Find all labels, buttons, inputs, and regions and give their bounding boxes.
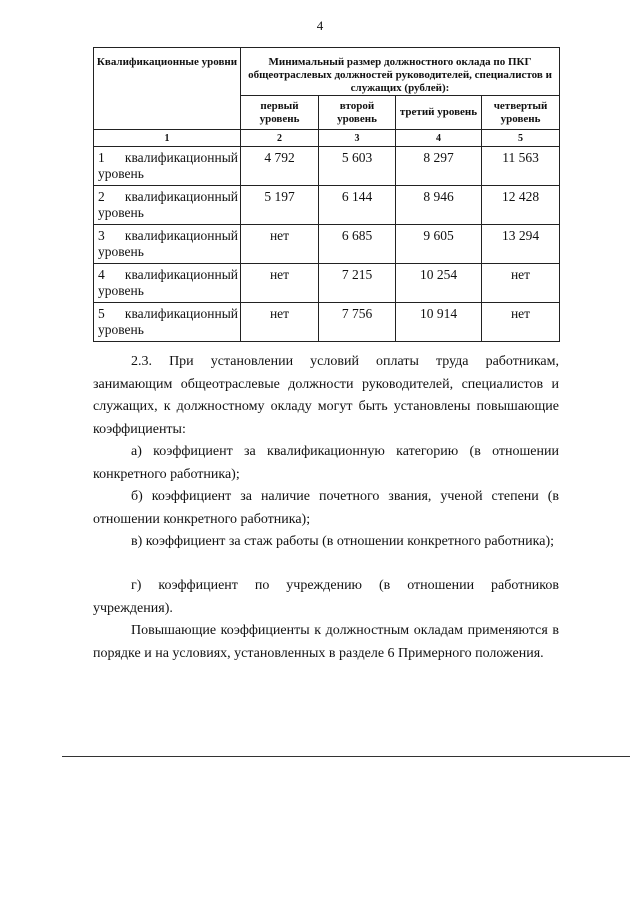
- cell-value: 6 144: [319, 186, 396, 225]
- subheader-fourth-level: четвертый уровень: [482, 96, 560, 130]
- column-number: 2: [241, 130, 319, 147]
- paragraph: а) коэффициент за квалификационную категорию (в отношении конкретного работника);: [93, 444, 559, 482]
- coefficient-c: [93, 531, 559, 554]
- cell-value: нет: [482, 303, 560, 342]
- cell-value: 10 914: [396, 303, 482, 342]
- cell-value: нет: [241, 264, 319, 303]
- table-row: [94, 264, 560, 303]
- row-label-number: 2: [98, 189, 105, 204]
- column-number-row: [94, 130, 560, 147]
- subheader-first-level: первый уровень: [241, 96, 319, 130]
- paragraph: г) коэффициент по учреждению (в отношении работников учреждения).: [93, 578, 559, 616]
- row-label-word: квалификационный: [124, 189, 238, 204]
- row-label-word: квалификационный: [124, 306, 238, 321]
- closing-paragraph: [93, 620, 559, 665]
- cell-value: нет: [482, 264, 560, 303]
- cell-value: 7 756: [319, 303, 396, 342]
- table-row: [94, 186, 560, 225]
- paragraph: в) коэффициент за стаж работы (в отношении конкретного работника);: [131, 534, 555, 549]
- subheader-second-level: второй уровень: [319, 96, 396, 130]
- column-number: 4: [396, 130, 482, 147]
- cell-value: 6 685: [319, 225, 396, 264]
- paragraph: Повышающие коэффициенты к должностным окладам применяются в порядке и на условиях, установленных в разделе 6 Примерного положения.: [93, 623, 559, 661]
- row-label-number: 1: [98, 150, 105, 165]
- row-label-rest: уровень: [98, 166, 144, 181]
- row-label: [94, 147, 241, 186]
- row-label-word: квалификационный: [124, 267, 238, 282]
- row-label: [94, 303, 241, 342]
- salary-table: [93, 47, 560, 342]
- paragraph: б) коэффициент за наличие почетного звания, ученой степени (в отношении конкретного работника);: [93, 489, 559, 527]
- cell-value: 9 605: [396, 225, 482, 264]
- cell-value: нет: [241, 303, 319, 342]
- column-number: 1: [94, 130, 241, 147]
- row-label-word: квалификационный: [124, 150, 238, 165]
- table-row: [94, 147, 560, 186]
- cell-value: 5 197: [241, 186, 319, 225]
- table-row: [94, 225, 560, 264]
- row-label-rest: уровень: [98, 244, 144, 259]
- coefficient-a: [93, 441, 559, 486]
- row-label-word: квалификационный: [124, 228, 238, 243]
- cell-value: 8 297: [396, 147, 482, 186]
- cell-value: 13 294: [482, 225, 560, 264]
- row-label-number: 3: [98, 228, 105, 243]
- header-min-salary: Минимальный размер должностного оклада по ПКГ общеотраслевых должностей руководителей, специалистов и служащих (рублей):: [241, 48, 560, 96]
- row-label: [94, 225, 241, 264]
- cell-value: 8 946: [396, 186, 482, 225]
- row-label: [94, 264, 241, 303]
- row-label-rest: уровень: [98, 322, 144, 337]
- cell-value: нет: [241, 225, 319, 264]
- row-label-number: 5: [98, 306, 105, 321]
- row-label-rest: уровень: [98, 283, 144, 298]
- cell-value: 12 428: [482, 186, 560, 225]
- coefficient-d: [93, 575, 559, 620]
- cell-value: 10 254: [396, 264, 482, 303]
- row-label-number: 4: [98, 267, 105, 282]
- page-number: 4: [316, 18, 324, 33]
- cell-value: 7 215: [319, 264, 396, 303]
- paragraph: 2.3. При установлении условий оплаты труда работникам, занимающим общеотраслевые должности руководителей, специалистов и служащих, к должностному окладу могут быть установлены повышающие коэффициенты:: [93, 354, 559, 437]
- row-label: [94, 186, 241, 225]
- cell-value: 4 792: [241, 147, 319, 186]
- coefficient-b: [93, 486, 559, 531]
- row-label-rest: уровень: [98, 205, 144, 220]
- clause-2-3-intro: [93, 351, 559, 441]
- column-number: 3: [319, 130, 396, 147]
- column-number: 5: [482, 130, 560, 147]
- subheader-third-level: третий уровень: [396, 96, 482, 130]
- footer-divider: [62, 756, 630, 757]
- table-row: [94, 303, 560, 342]
- cell-value: 5 603: [319, 147, 396, 186]
- header-qualification-levels: Квалификационные уровни: [94, 48, 241, 130]
- cell-value: 11 563: [482, 147, 560, 186]
- table-header-row: [94, 48, 560, 96]
